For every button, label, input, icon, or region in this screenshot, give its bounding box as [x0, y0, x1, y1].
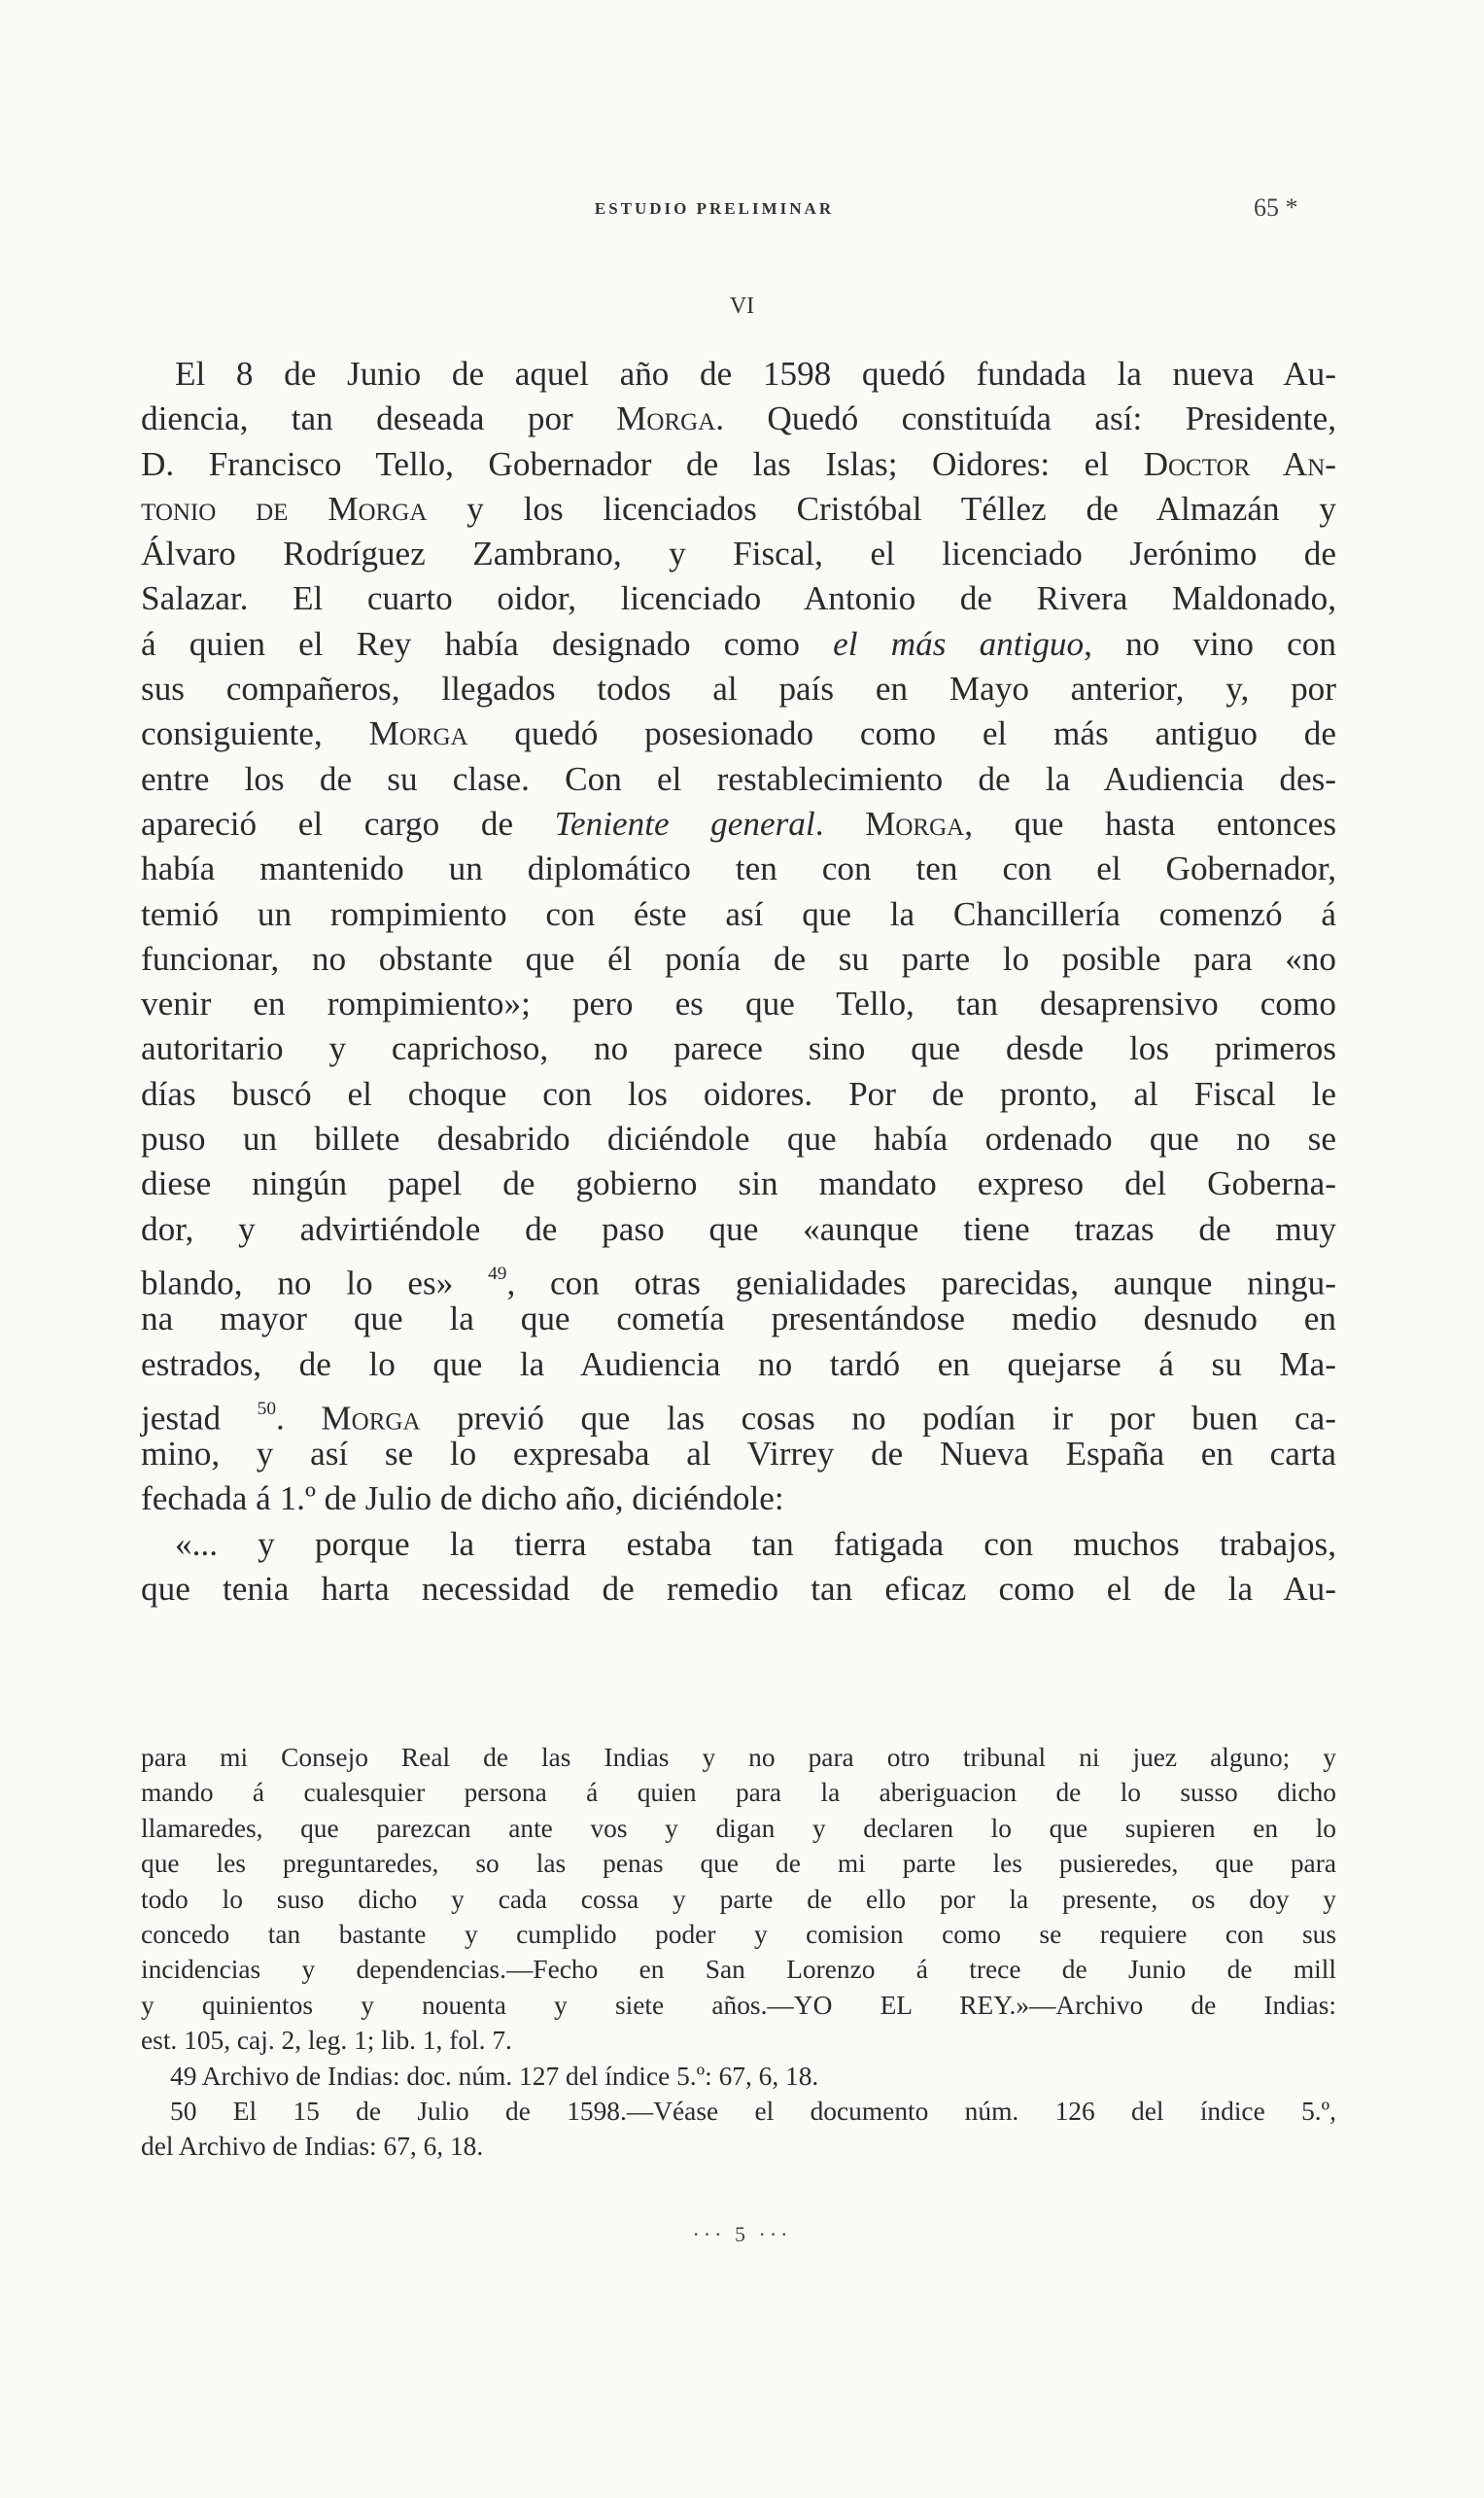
- body-line: había mantenido un diplomático ten con ten con el Gobernador,: [141, 850, 1336, 888]
- body-line: El 8 de Junio de aquel año de 1598 quedó fundada la nueva Au-: [175, 355, 1336, 393]
- footnote-line: y quinientos y nouenta y siete años.—YO EL REY.»—Archivo de Indias:: [141, 1990, 1336, 2020]
- body-line: «... y porque la tierra estaba tan fatigada con muchos trabajos,: [175, 1524, 1336, 1563]
- body-line: consiguiente, Morga quedó posesionado como el más antiguo de: [141, 714, 1336, 753]
- body-line: na mayor que la que cometía presentándose medio desnudo en: [141, 1300, 1336, 1338]
- footnote-line: est. 105, caj. 2, leg. 1; lib. 1, fol. 7.: [141, 2026, 512, 2056]
- body-line: entre los de su clase. Con el restablecimiento de la Audiencia des-: [141, 759, 1336, 798]
- footnote-line: para mi Consejo Real de las Indias y no para otro tribunal ni juez alguno; y: [141, 1743, 1336, 1772]
- body-line: temió un rompimiento con éste así que la Chancillería comenzó á: [141, 894, 1336, 933]
- body-line: sus compañeros, llegados todos al país en Mayo anterior, y, por: [141, 670, 1336, 709]
- body-line: Salazar. El cuarto oidor, licenciado Antonio de Rivera Maldonado,: [141, 579, 1336, 618]
- body-line: que tenia harta necessidad de remedio tan eficaz como el de la Au-: [141, 1570, 1336, 1609]
- body-line: autoritario y caprichoso, no parece sino que desde los primeros: [141, 1029, 1336, 1068]
- body-line: puso un billete desabrido diciéndole que había ordenado que no se: [141, 1120, 1336, 1159]
- body-line: estrados, de lo que la Audiencia no tardó en quejarse á su Ma-: [141, 1344, 1336, 1383]
- body-line: diese ningún papel de gobierno sin mandato expreso del Goberna-: [141, 1164, 1336, 1203]
- body-line: apareció el cargo de Teniente general. Morga, que hasta entonces: [141, 804, 1337, 843]
- footnotes: [141, 1740, 1336, 2165]
- footnote-49: 49 Archivo de Indias: doc. núm. 127 del índice 5.º: 67, 6, 18.: [170, 2061, 819, 2091]
- section-number: VI: [729, 294, 755, 319]
- body-line: blando, no lo es» $^{49}$, con otras genialidades parecidas, aunque ningu-: [141, 1263, 1336, 1302]
- body-text: [141, 352, 1336, 1612]
- footnote-line: incidencias y dependencias.—Fecho en San Lorenzo á trece de Junio de mill: [141, 1955, 1336, 1985]
- body-line: venir en rompimiento»; pero es que Tello, tan desaprensivo como: [141, 985, 1336, 1023]
- body-line: D. Francisco Tello, Gobernador de las Islas; Oidores: el Doctor An-: [141, 444, 1336, 483]
- footnote-line: que les preguntaredes, so las penas que de mi parte les pusieredes, que para: [141, 1849, 1336, 1879]
- body-line: diencia, tan deseada por Morga. Quedó constituída así: Presidente,: [141, 399, 1336, 438]
- body-line: mino, y así se lo expresaba al Virrey de Nueva España en carta: [141, 1435, 1336, 1474]
- running-head: [0, 193, 1484, 228]
- footnote-50: 50 El 15 de Julio de 1598.—Véase el documento núm. 126 del índice 5.º,: [170, 2096, 1336, 2126]
- footnote-ref: 49: [488, 1263, 507, 1284]
- page-number: 65 *: [1254, 193, 1298, 222]
- body-line: funcionar, no obstante que él ponía de su parte lo posible para «no: [141, 939, 1336, 978]
- body-line: á quien el Rey había designado como el más antiguo, no vino con: [141, 624, 1336, 663]
- footnote-line: mando á cualesquier persona á quien para la aberiguacion de lo susso dicho: [141, 1778, 1336, 1808]
- footnote-line: todo lo suso dicho y cada cossa y parte de ello por la presente, os doy y: [141, 1884, 1336, 1914]
- body-line: días buscó el choque con los oidores. Por de pronto, al Fiscal le: [141, 1074, 1336, 1113]
- body-line: tonio de Morga y los licenciados Cristóbal Téllez de Almazán y: [141, 489, 1336, 528]
- running-title: ESTUDIO PRELIMINAR: [594, 199, 835, 218]
- footnote-line: llamaredes, que parezcan ante vos y digan y declaren lo que supieren en lo: [141, 1813, 1336, 1843]
- footnote-line: del Archivo de Indias: 67, 6, 18.: [141, 2132, 484, 2162]
- body-line: dor, y advirtiéndole de paso que «aunque tiene trazas de muy: [141, 1209, 1336, 1248]
- body-line: fechada á 1.º de Julio de dicho año, diciéndole:: [141, 1479, 784, 1518]
- body-line: Álvaro Rodríguez Zambrano, y Fiscal, el licenciado Jerónimo de: [141, 535, 1336, 573]
- signature-mark: ··· 5 ···: [692, 2222, 792, 2246]
- body-line: jestad $^{50}$. Morga previó que las cosas no podían ir por buen ca-: [141, 1398, 1336, 1438]
- footnote-ref: 50: [257, 1398, 277, 1419]
- footnote-line: concedo tan bastante y cumplido poder y comision como se requiere con sus: [141, 1919, 1336, 1949]
